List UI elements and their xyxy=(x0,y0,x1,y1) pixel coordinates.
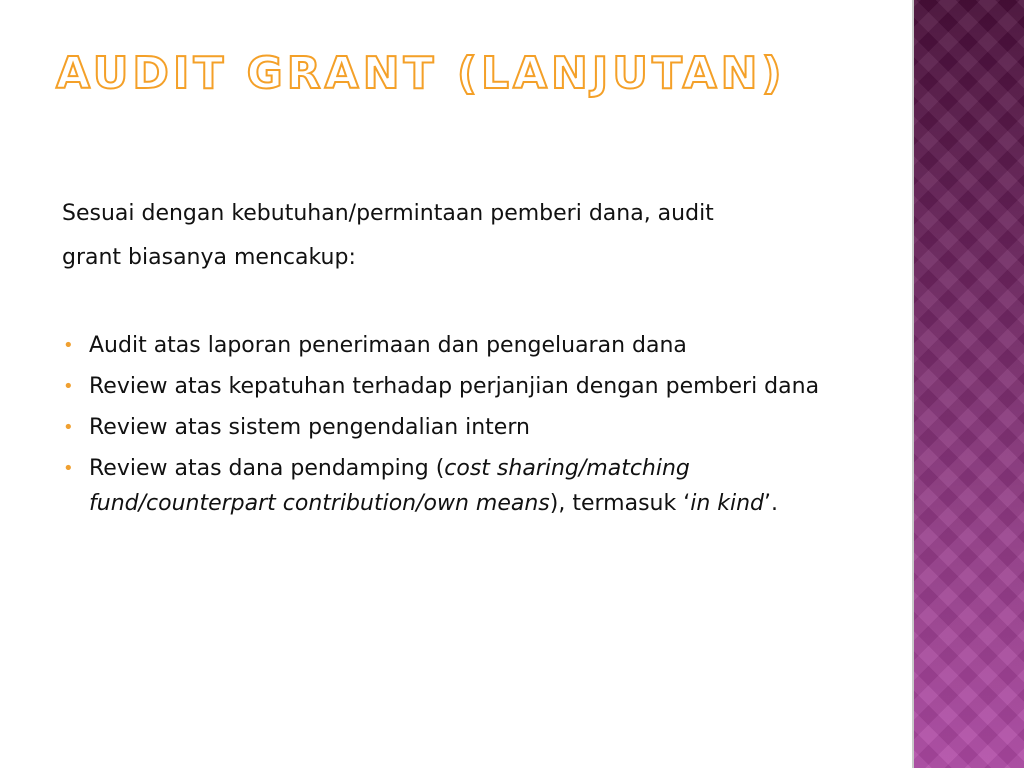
bullet-text-post: ’. xyxy=(764,491,779,516)
bullet-item-2 xyxy=(62,369,822,404)
intro-paragraph xyxy=(62,192,862,280)
bullet-list xyxy=(62,328,822,527)
bullet-dot-icon: • xyxy=(63,458,74,479)
bullet-text-pre: Review atas dana pendamping ( xyxy=(89,456,445,481)
bullet-text-mid: ), termasuk ‘ xyxy=(549,491,691,516)
intro-line-2: grant biasanya mencakup: xyxy=(62,245,356,270)
intro-line-1: Sesuai dengan kebutuhan/permintaan pemberi dana, audit xyxy=(62,201,714,226)
bullet-dot-icon: • xyxy=(63,417,74,438)
bullet-item-4 xyxy=(62,451,822,521)
bullet-text: Review atas kepatuhan terhadap perjanjian dengan pemberi dana xyxy=(89,374,820,399)
bullet-dot-icon: • xyxy=(63,376,74,397)
slide-title: AUDIT GRANT (LANJUTAN) xyxy=(56,48,786,99)
decorative-side-band xyxy=(912,0,1024,768)
bullet-text: Audit atas laporan penerimaan dan pengeluaran dana xyxy=(89,333,687,358)
bullet-item-1 xyxy=(62,328,822,363)
bullet-text-italic-inkind: in kind xyxy=(690,491,765,516)
bullet-dot-icon: • xyxy=(63,335,74,356)
bullet-text-italic-terms: cost sharing/matching fund/counterpart contribution/own means xyxy=(89,456,690,516)
bullet-item-3 xyxy=(62,410,822,445)
bullet-text: Review atas sistem pengendalian intern xyxy=(89,415,530,440)
side-band-edge xyxy=(912,0,914,768)
